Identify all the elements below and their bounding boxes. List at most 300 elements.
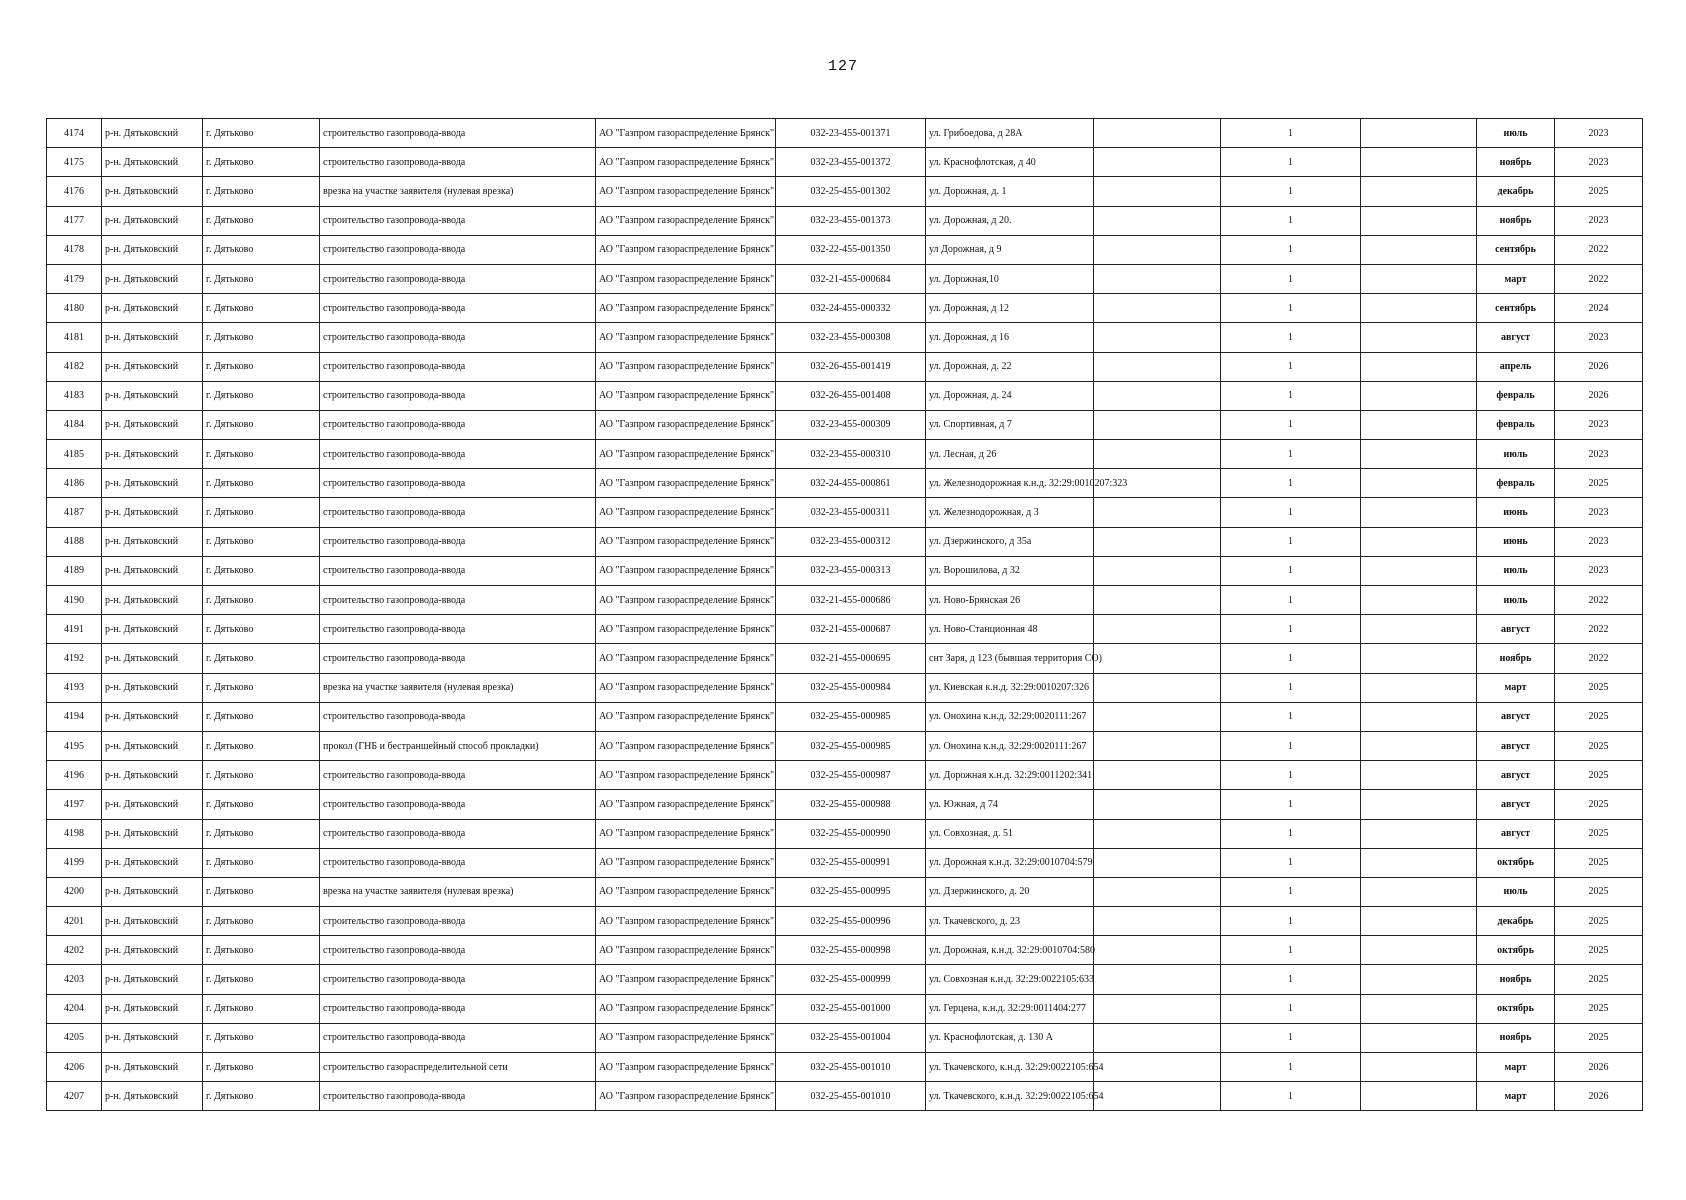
year-cell: 2023 (1555, 440, 1643, 469)
district-cell: р-н. Дятьковский (102, 235, 203, 264)
table-row (47, 761, 1643, 790)
year-cell: 2026 (1555, 1053, 1643, 1082)
month-cell: март (1477, 264, 1555, 293)
month-cell: ноябрь (1477, 644, 1555, 673)
work-type-cell: врезка на участке заявителя (нулевая врезка) (320, 673, 596, 702)
row-number-cell: 4193 (47, 673, 102, 702)
empty-cell (1094, 556, 1221, 585)
quantity-cell: 1 (1221, 819, 1361, 848)
district-cell: р-н. Дятьковский (102, 294, 203, 323)
month-cell: сентябрь (1477, 294, 1555, 323)
table-row (47, 381, 1643, 410)
address-cell: ул. Дорожная, д. 24 (926, 381, 1094, 410)
work-type-cell: строительство газопровода-ввода (320, 410, 596, 439)
row-number-cell: 4206 (47, 1053, 102, 1082)
address-cell: ул. Железнодорожная, д 3 (926, 498, 1094, 527)
empty-cell (1361, 907, 1477, 936)
address-cell: ул. Дорожная, д 12 (926, 294, 1094, 323)
month-cell: ноябрь (1477, 148, 1555, 177)
city-cell: г. Дятьково (203, 498, 320, 527)
organization-cell: АО "Газпром газораспределение Брянск" (596, 731, 776, 760)
empty-cell (1361, 527, 1477, 556)
work-type-cell: строительство газопровода-ввода (320, 1082, 596, 1111)
city-cell: г. Дятьково (203, 1082, 320, 1111)
quantity-cell: 1 (1221, 848, 1361, 877)
address-cell: снт Заря, д 123 (бывшая территория СО) (926, 644, 1094, 673)
organization-cell: АО "Газпром газораспределение Брянск" (596, 877, 776, 906)
empty-cell (1361, 994, 1477, 1023)
quantity-cell: 1 (1221, 177, 1361, 206)
year-cell: 2023 (1555, 556, 1643, 585)
code-cell: 032-23-455-000311 (776, 498, 926, 527)
organization-cell: АО "Газпром газораспределение Брянск" (596, 294, 776, 323)
work-type-cell: врезка на участке заявителя (нулевая врезка) (320, 877, 596, 906)
work-type-cell: строительство газопровода-ввода (320, 848, 596, 877)
month-cell: сентябрь (1477, 235, 1555, 264)
work-type-cell: строительство газопровода-ввода (320, 644, 596, 673)
empty-cell (1094, 586, 1221, 615)
code-cell: 032-25-455-000987 (776, 761, 926, 790)
empty-cell (1361, 323, 1477, 352)
address-cell: ул. Дорожная, д. 1 (926, 177, 1094, 206)
year-cell: 2025 (1555, 469, 1643, 498)
row-number-cell: 4191 (47, 615, 102, 644)
quantity-cell: 1 (1221, 498, 1361, 527)
address-cell: ул. Ворошилова, д 32 (926, 556, 1094, 585)
empty-cell (1361, 498, 1477, 527)
empty-cell (1361, 119, 1477, 148)
code-cell: 032-23-455-000312 (776, 527, 926, 556)
work-type-cell: строительство газопровода-ввода (320, 148, 596, 177)
table-row (47, 264, 1643, 293)
month-cell: ноябрь (1477, 206, 1555, 235)
quantity-cell: 1 (1221, 994, 1361, 1023)
organization-cell: АО "Газпром газораспределение Брянск" (596, 177, 776, 206)
table-row (47, 469, 1643, 498)
work-type-cell: строительство газопровода-ввода (320, 965, 596, 994)
row-number-cell: 4203 (47, 965, 102, 994)
district-cell: р-н. Дятьковский (102, 877, 203, 906)
year-cell: 2025 (1555, 848, 1643, 877)
address-cell: ул. Ткачевского, к.н.д. 32:29:0022105:654 (926, 1082, 1094, 1111)
city-cell: г. Дятьково (203, 877, 320, 906)
month-cell: июль (1477, 586, 1555, 615)
empty-cell (1361, 702, 1477, 731)
work-type-cell: строительство газопровода-ввода (320, 323, 596, 352)
empty-cell (1361, 264, 1477, 293)
organization-cell: АО "Газпром газораспределение Брянск" (596, 1082, 776, 1111)
month-cell: ноябрь (1477, 1023, 1555, 1052)
month-cell: октябрь (1477, 994, 1555, 1023)
empty-cell (1094, 965, 1221, 994)
address-cell: ул. Дорожная, д 20. (926, 206, 1094, 235)
city-cell: г. Дятьково (203, 410, 320, 439)
code-cell: 032-25-455-001004 (776, 1023, 926, 1052)
row-number-cell: 4185 (47, 440, 102, 469)
empty-cell (1094, 1023, 1221, 1052)
quantity-cell: 1 (1221, 381, 1361, 410)
district-cell: р-н. Дятьковский (102, 1053, 203, 1082)
work-type-cell: строительство газопровода-ввода (320, 761, 596, 790)
work-type-cell: строительство газопровода-ввода (320, 469, 596, 498)
empty-cell (1094, 294, 1221, 323)
district-cell: р-н. Дятьковский (102, 381, 203, 410)
code-cell: 032-23-455-001372 (776, 148, 926, 177)
address-cell: ул. Онохина к.н.д. 32:29:0020111:267 (926, 702, 1094, 731)
work-type-cell: строительство газопровода-ввода (320, 235, 596, 264)
year-cell: 2023 (1555, 206, 1643, 235)
table-row (47, 615, 1643, 644)
row-number-cell: 4175 (47, 148, 102, 177)
empty-cell (1094, 235, 1221, 264)
organization-cell: АО "Газпром газораспределение Брянск" (596, 235, 776, 264)
table-row (47, 1023, 1643, 1052)
code-cell: 032-24-455-000332 (776, 294, 926, 323)
empty-cell (1361, 440, 1477, 469)
row-number-cell: 4181 (47, 323, 102, 352)
table-row (47, 790, 1643, 819)
year-cell: 2023 (1555, 410, 1643, 439)
empty-cell (1094, 702, 1221, 731)
address-cell: ул. Дзержинского, д. 20 (926, 877, 1094, 906)
organization-cell: АО "Газпром газораспределение Брянск" (596, 761, 776, 790)
empty-cell (1361, 1053, 1477, 1082)
quantity-cell: 1 (1221, 527, 1361, 556)
row-number-cell: 4201 (47, 907, 102, 936)
row-number-cell: 4178 (47, 235, 102, 264)
row-number-cell: 4182 (47, 352, 102, 381)
work-type-cell: строительство газопровода-ввода (320, 440, 596, 469)
quantity-cell: 1 (1221, 615, 1361, 644)
code-cell: 032-26-455-001419 (776, 352, 926, 381)
city-cell: г. Дятьково (203, 965, 320, 994)
code-cell: 032-26-455-001408 (776, 381, 926, 410)
code-cell: 032-23-455-000313 (776, 556, 926, 585)
row-number-cell: 4207 (47, 1082, 102, 1111)
row-number-cell: 4200 (47, 877, 102, 906)
empty-cell (1361, 761, 1477, 790)
organization-cell: АО "Газпром газораспределение Брянск" (596, 206, 776, 235)
address-cell: ул. Дорожная к.н.д. 32:29:0011202:341 (926, 761, 1094, 790)
year-cell: 2025 (1555, 936, 1643, 965)
district-cell: р-н. Дятьковский (102, 615, 203, 644)
city-cell: г. Дятьково (203, 673, 320, 702)
district-cell: р-н. Дятьковский (102, 907, 203, 936)
address-cell: ул. Дорожная, к.н.д. 32:29:0010704:580 (926, 936, 1094, 965)
address-cell: ул. Ткачевского, д. 23 (926, 907, 1094, 936)
year-cell: 2025 (1555, 673, 1643, 702)
code-cell: 032-25-455-000985 (776, 702, 926, 731)
table-row (47, 936, 1643, 965)
quantity-cell: 1 (1221, 673, 1361, 702)
empty-cell (1094, 148, 1221, 177)
city-cell: г. Дятьково (203, 264, 320, 293)
row-number-cell: 4184 (47, 410, 102, 439)
city-cell: г. Дятьково (203, 848, 320, 877)
table-row (47, 148, 1643, 177)
quantity-cell: 1 (1221, 469, 1361, 498)
row-number-cell: 4186 (47, 469, 102, 498)
district-cell: р-н. Дятьковский (102, 702, 203, 731)
quantity-cell: 1 (1221, 352, 1361, 381)
work-type-cell: строительство газопровода-ввода (320, 702, 596, 731)
table-row (47, 177, 1643, 206)
row-number-cell: 4187 (47, 498, 102, 527)
district-cell: р-н. Дятьковский (102, 936, 203, 965)
work-type-cell: строительство газопровода-ввода (320, 994, 596, 1023)
quantity-cell: 1 (1221, 586, 1361, 615)
row-number-cell: 4190 (47, 586, 102, 615)
year-cell: 2025 (1555, 819, 1643, 848)
table-row (47, 119, 1643, 148)
code-cell: 032-23-455-000308 (776, 323, 926, 352)
address-cell: ул. Ново-Брянская 26 (926, 586, 1094, 615)
district-cell: р-н. Дятьковский (102, 761, 203, 790)
row-number-cell: 4198 (47, 819, 102, 848)
district-cell: р-н. Дятьковский (102, 498, 203, 527)
row-number-cell: 4188 (47, 527, 102, 556)
city-cell: г. Дятьково (203, 556, 320, 585)
city-cell: г. Дятьково (203, 294, 320, 323)
empty-cell (1094, 907, 1221, 936)
empty-cell (1094, 1053, 1221, 1082)
empty-cell (1094, 381, 1221, 410)
organization-cell: АО "Газпром газораспределение Брянск" (596, 323, 776, 352)
code-cell: 032-25-455-001010 (776, 1082, 926, 1111)
organization-cell: АО "Газпром газораспределение Брянск" (596, 381, 776, 410)
table-body (47, 119, 1643, 1111)
year-cell: 2022 (1555, 264, 1643, 293)
organization-cell: АО "Газпром газораспределение Брянск" (596, 907, 776, 936)
empty-cell (1094, 877, 1221, 906)
empty-cell (1094, 352, 1221, 381)
empty-cell (1094, 644, 1221, 673)
year-cell: 2022 (1555, 615, 1643, 644)
code-cell: 032-25-455-000996 (776, 907, 926, 936)
empty-cell (1361, 731, 1477, 760)
empty-cell (1094, 673, 1221, 702)
month-cell: ноябрь (1477, 965, 1555, 994)
organization-cell: АО "Газпром газораспределение Брянск" (596, 469, 776, 498)
row-number-cell: 4180 (47, 294, 102, 323)
table-row (47, 731, 1643, 760)
year-cell: 2026 (1555, 381, 1643, 410)
quantity-cell: 1 (1221, 235, 1361, 264)
city-cell: г. Дятьково (203, 1053, 320, 1082)
quantity-cell: 1 (1221, 936, 1361, 965)
city-cell: г. Дятьково (203, 936, 320, 965)
year-cell: 2022 (1555, 235, 1643, 264)
work-type-cell: строительство газопровода-ввода (320, 206, 596, 235)
address-cell: ул. Герцена, к.н.д. 32:29:0011404:277 (926, 994, 1094, 1023)
empty-cell (1094, 1082, 1221, 1111)
registry-table (46, 118, 1643, 1111)
month-cell: август (1477, 731, 1555, 760)
code-cell: 032-25-455-000988 (776, 790, 926, 819)
district-cell: р-н. Дятьковский (102, 556, 203, 585)
code-cell: 032-24-455-000861 (776, 469, 926, 498)
empty-cell (1361, 615, 1477, 644)
quantity-cell: 1 (1221, 119, 1361, 148)
empty-cell (1361, 965, 1477, 994)
organization-cell: АО "Газпром газораспределение Брянск" (596, 498, 776, 527)
table-row (47, 1053, 1643, 1082)
address-cell: ул. Совхозная, д. 51 (926, 819, 1094, 848)
row-number-cell: 4197 (47, 790, 102, 819)
month-cell: июль (1477, 877, 1555, 906)
empty-cell (1094, 410, 1221, 439)
row-number-cell: 4194 (47, 702, 102, 731)
empty-cell (1361, 877, 1477, 906)
city-cell: г. Дятьково (203, 381, 320, 410)
month-cell: июнь (1477, 527, 1555, 556)
table-row (47, 965, 1643, 994)
code-cell: 032-25-455-001010 (776, 1053, 926, 1082)
empty-cell (1361, 1023, 1477, 1052)
year-cell: 2023 (1555, 323, 1643, 352)
organization-cell: АО "Газпром газораспределение Брянск" (596, 1053, 776, 1082)
city-cell: г. Дятьково (203, 148, 320, 177)
address-cell: ул. Киевская к.н.д. 32:29:0010207:326 (926, 673, 1094, 702)
code-cell: 032-25-455-000984 (776, 673, 926, 702)
address-cell: ул. Краснофлотская, д. 130 А (926, 1023, 1094, 1052)
district-cell: р-н. Дятьковский (102, 148, 203, 177)
row-number-cell: 4177 (47, 206, 102, 235)
year-cell: 2023 (1555, 119, 1643, 148)
quantity-cell: 1 (1221, 410, 1361, 439)
work-type-cell: строительство газопровода-ввода (320, 907, 596, 936)
year-cell: 2026 (1555, 1082, 1643, 1111)
organization-cell: АО "Газпром газораспределение Брянск" (596, 352, 776, 381)
table-row (47, 819, 1643, 848)
empty-cell (1094, 761, 1221, 790)
organization-cell: АО "Газпром газораспределение Брянск" (596, 410, 776, 439)
empty-cell (1361, 381, 1477, 410)
code-cell: 032-25-455-000991 (776, 848, 926, 877)
table-row (47, 907, 1643, 936)
organization-cell: АО "Газпром газораспределение Брянск" (596, 440, 776, 469)
year-cell: 2022 (1555, 586, 1643, 615)
month-cell: август (1477, 323, 1555, 352)
table-row (47, 1082, 1643, 1111)
empty-cell (1361, 556, 1477, 585)
district-cell: р-н. Дятьковский (102, 527, 203, 556)
city-cell: г. Дятьково (203, 586, 320, 615)
table-row (47, 294, 1643, 323)
work-type-cell: строительство газопровода-ввода (320, 264, 596, 293)
code-cell: 032-23-455-000310 (776, 440, 926, 469)
row-number-cell: 4195 (47, 731, 102, 760)
empty-cell (1361, 177, 1477, 206)
quantity-cell: 1 (1221, 148, 1361, 177)
city-cell: г. Дятьково (203, 1023, 320, 1052)
district-cell: р-н. Дятьковский (102, 819, 203, 848)
address-cell: ул. Южная, д 74 (926, 790, 1094, 819)
code-cell: 032-25-455-000985 (776, 731, 926, 760)
month-cell: август (1477, 819, 1555, 848)
empty-cell (1361, 235, 1477, 264)
table-row (47, 644, 1643, 673)
address-cell: ул Дорожная, д 9 (926, 235, 1094, 264)
quantity-cell: 1 (1221, 264, 1361, 293)
month-cell: февраль (1477, 381, 1555, 410)
address-cell: ул. Грибоедова, д 28А (926, 119, 1094, 148)
month-cell: апрель (1477, 352, 1555, 381)
year-cell: 2023 (1555, 527, 1643, 556)
month-cell: декабрь (1477, 177, 1555, 206)
organization-cell: АО "Газпром газораспределение Брянск" (596, 119, 776, 148)
district-cell: р-н. Дятьковский (102, 790, 203, 819)
work-type-cell: строительство газопровода-ввода (320, 381, 596, 410)
row-number-cell: 4205 (47, 1023, 102, 1052)
organization-cell: АО "Газпром газораспределение Брянск" (596, 790, 776, 819)
district-cell: р-н. Дятьковский (102, 352, 203, 381)
row-number-cell: 4174 (47, 119, 102, 148)
empty-cell (1361, 469, 1477, 498)
empty-cell (1361, 790, 1477, 819)
year-cell: 2023 (1555, 498, 1643, 527)
quantity-cell: 1 (1221, 206, 1361, 235)
city-cell: г. Дятьково (203, 702, 320, 731)
address-cell: ул. Совхозная к.н.д. 32:29:0022105:633 (926, 965, 1094, 994)
month-cell: март (1477, 1053, 1555, 1082)
work-type-cell: строительство газопровода-ввода (320, 527, 596, 556)
address-cell: ул. Спортивная, д 7 (926, 410, 1094, 439)
organization-cell: АО "Газпром газораспределение Брянск" (596, 936, 776, 965)
city-cell: г. Дятьково (203, 761, 320, 790)
quantity-cell: 1 (1221, 790, 1361, 819)
empty-cell (1094, 615, 1221, 644)
code-cell: 032-21-455-000695 (776, 644, 926, 673)
city-cell: г. Дятьково (203, 615, 320, 644)
organization-cell: АО "Газпром газораспределение Брянск" (596, 586, 776, 615)
work-type-cell: строительство газопровода-ввода (320, 819, 596, 848)
district-cell: р-н. Дятьковский (102, 323, 203, 352)
year-cell: 2025 (1555, 790, 1643, 819)
quantity-cell: 1 (1221, 1053, 1361, 1082)
district-cell: р-н. Дятьковский (102, 586, 203, 615)
work-type-cell: строительство газопровода-ввода (320, 936, 596, 965)
empty-cell (1361, 148, 1477, 177)
address-cell: ул. Краснофлотская, д 40 (926, 148, 1094, 177)
quantity-cell: 1 (1221, 1082, 1361, 1111)
work-type-cell: строительство газопровода-ввода (320, 352, 596, 381)
empty-cell (1094, 819, 1221, 848)
organization-cell: АО "Газпром газораспределение Брянск" (596, 644, 776, 673)
table-row (47, 527, 1643, 556)
organization-cell: АО "Газпром газораспределение Брянск" (596, 848, 776, 877)
month-cell: август (1477, 790, 1555, 819)
empty-cell (1094, 790, 1221, 819)
empty-cell (1094, 498, 1221, 527)
district-cell: р-н. Дятьковский (102, 848, 203, 877)
city-cell: г. Дятьково (203, 469, 320, 498)
address-cell: ул. Лесная, д 26 (926, 440, 1094, 469)
year-cell: 2025 (1555, 702, 1643, 731)
table-row (47, 586, 1643, 615)
table-row (47, 352, 1643, 381)
code-cell: 032-23-455-001371 (776, 119, 926, 148)
empty-cell (1361, 848, 1477, 877)
empty-cell (1094, 206, 1221, 235)
month-cell: июль (1477, 440, 1555, 469)
year-cell: 2025 (1555, 965, 1643, 994)
table-row (47, 498, 1643, 527)
city-cell: г. Дятьково (203, 994, 320, 1023)
district-cell: р-н. Дятьковский (102, 264, 203, 293)
code-cell: 032-25-455-000998 (776, 936, 926, 965)
code-cell: 032-21-455-000686 (776, 586, 926, 615)
